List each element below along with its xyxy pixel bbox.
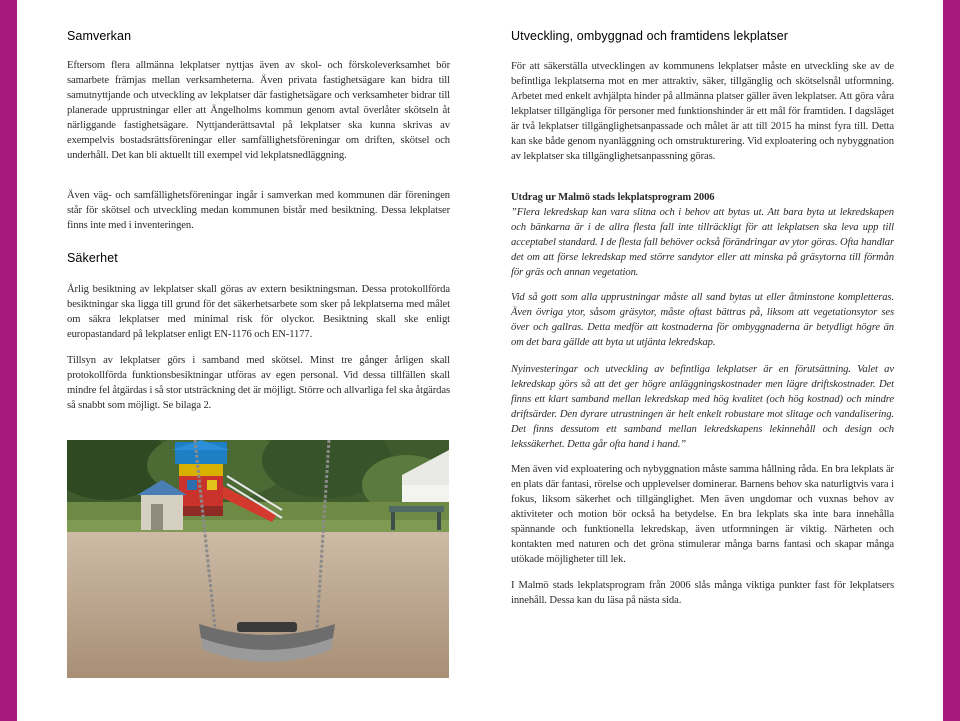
paragraph-sakerhet-2: Tillsyn av lekplatser görs i samband med skötsel. Minst tre gånger årligen skall protokollförda funktionsbesiktningar utföras av egen personal. Vid dessa tillfällen skall mindre fel åtgärdas i så stor utsträckning det är möjligt. Större och allvarliga fel ska åtgärdas så snabbt som möjligt. Se bilaga 2. xyxy=(67,355,450,411)
paragraph-utveckling-1: För att säkerställa utvecklingen av kommunens lekplatser måste en utveckling ske av de befintliga lekplatserna mot en mer attraktiv, säker, tillgänglig och skötselsnål utformning. Arbetet med enkelt avhjälpta hinder på allmänna platser gäller även lekplatser. Att göra våra lekplatser tillgängliga för personer med funktionshinder är ett mål för framtiden. I dagsläget är två lekplatser tillgänglighetsanpassade och målet är att till 2015 ha minst fyra till. Detta kan ske både genom nyanläggning och omstrukturering. Vid exploatering och nybyggnation av lekplatser ska tillgänglighetsanpassning göras. xyxy=(511,61,894,162)
paragraph-utveckling-3: I Malmö stads lekplatsprogram från 2006 slås många viktiga punkter fast för lekplatsers innehåll. Dessa kan du läsa på nästa sida. xyxy=(511,580,894,606)
quote-paragraph-1: ”Flera lekredskap kan vara slitna och i behov att bytas ut. Att bara byta ut lekredskapen och bänkarna är i de allra flesta fall inte tillräckligt för att lekplatsen ska leva upp till acceptabel standard. I de flesta fall behöver också förändringar av ytor göras. Ofta handlar det om att förse lekredskap med större sandytor eller att minska på gräsytorna till förmån för gräs och annan vegetation. xyxy=(511,207,894,278)
quote-title: Utdrag ur Malmö stads lekplatsprogram 2006 xyxy=(511,192,715,203)
paragraph-samverkan-1: Eftersom flera allmänna lekplatser nyttjas även av skol- och förskoleverksamhet bör samarbete främjas mellan verksamheterna. Även privata fastighetsägare kan bidra till samutnyttjande och utveckling av lekplatser där fastighetsägare och verksamheter bidrar till planerade upprustningar eller att Ängelholms kommun genom avtal överlåter skötseln åt närliggande fastighetsägare. Nyttjanderättsavtal på lekplatser ska kunna skrivas av exempelvis bostadsrättsföreningar eller samfällighetsföreningar om driften, skötsel och underhåll. Det kan bli aktuellt till exempel vid lekplatsnedläggning. xyxy=(67,60,450,161)
right-accent-band xyxy=(943,0,960,721)
quote-paragraph-2: Vid så gott som alla upprustningar måste all sand bytas ut eller åtminstone kompletteras. Även övriga ytor, såsom gräsytor, måste oftast bättras på, liksom att vegetationsytor ses över och gallras. Detta medför att kostnaderna för ombyggnaderna är betydligt högre än om det bara gällde att byta ut utjänta lekredskap. xyxy=(511,292,894,348)
paragraph-sakerhet-1: Årlig besiktning av lekplatser skall göras av extern besiktningsman. Dessa protokollförda besiktningar ska ligga till grund för det säkerhetsarbete som sker på lekplatserna med målet om säkra lekplatser med minimal risk för olyckor. Besiktning skall ske enligt europastandard på lekplatser enligt EN-1176 och EN-1177. xyxy=(67,284,450,340)
quote-paragraph-3: Nyinvesteringar och utveckling av befintliga lekplatser är en förutsättning. Valet av lekredskap görs så att det ger högre anläggningskostnader men lägre driftskostnader. Det finns ett klart samband mellan lekredskap med hög kvalitet (och hög kostnad) och mindre driftsärder. Den dyrare utrustningen är helt enkelt robustare mot slitage och vandalisering. Det finns dessutom ett samband mellan lekredskapens lekinnehåll och design och lekssäkerhet. Detta går ofta hand i hand.” xyxy=(511,364,894,450)
paragraph-samverkan-2: Även väg- och samfällighetsföreningar ingår i samverkan med kommunen där föreningen står för skötsel och utveckling medan kommunen bistår med besiktning. Dessa lekplatser finns inte med i inventeringen. xyxy=(67,190,450,231)
left-accent-band xyxy=(0,0,17,721)
heading-sakerhet: Säkerhet xyxy=(67,251,118,265)
playground-swing-photo xyxy=(67,440,449,678)
heading-utveckling: Utveckling, ombyggnad och framtidens lekplatser xyxy=(511,29,789,43)
paragraph-utveckling-2: Men även vid exploatering och nybyggnation måste samma hållning råda. En bra lekplats är en plats där fantasi, rörelse och upplevelser dominerar. Barnens behov ska naturligtvis vara i fokus, liksom säkerhet och tillgänglighet. Men även ungdomar och vuxnas behov av aktiviteter och motion bör också ha betydelse. En bra lekplats ska inte bara innehålla spännande och funktionella lekredskap, även utformningen är viktig. Närheten och kontakten med naturen och det gröna stimulerar många barns fantasi och skapar många utökade möjligheter till lek. xyxy=(511,464,894,565)
heading-samverkan: Samverkan xyxy=(67,29,132,43)
